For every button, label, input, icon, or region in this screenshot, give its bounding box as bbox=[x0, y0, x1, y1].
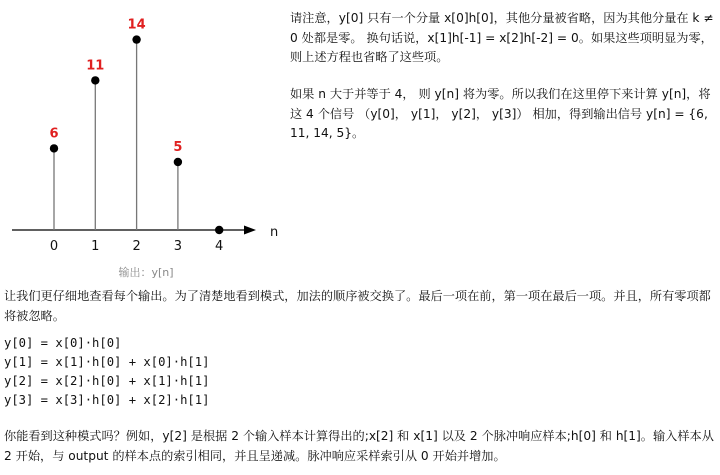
stem-marker bbox=[50, 144, 58, 152]
equation-y3: y[3] = x[3]·h[0] + x[2]·h[1] bbox=[4, 393, 210, 407]
data-label: 6 bbox=[49, 126, 59, 142]
paragraph-pattern-explanation: 你能看到这种模式吗？例如，y[2] 是根据 2 个输入样本计算得出的;x[2] 和 x[1] 以及 2 个脉冲响应样本;h[0] 和 h[1]。输入样本从 2 开始，与 output 的样本点的索引相同，并且呈递减。脉冲响应采样索引从 0 开始并增加。 bbox=[4, 429, 714, 463]
equation-y0: y[0] = x[0]·h[0] bbox=[4, 336, 122, 350]
x-tick-label: 4 bbox=[215, 239, 224, 254]
x-tick-label: 2 bbox=[132, 239, 141, 254]
x-tick-label: 0 bbox=[49, 239, 59, 254]
stem-marker bbox=[91, 76, 99, 84]
stem-marker bbox=[174, 158, 182, 166]
stem-marker bbox=[132, 35, 140, 43]
equation-y2: y[2] = x[2]·h[0] + x[1]·h[1] bbox=[4, 374, 210, 388]
chart-caption: 输出：y[n] bbox=[118, 266, 174, 279]
x-axis-label: n bbox=[270, 225, 279, 240]
data-label: 5 bbox=[173, 140, 183, 155]
paragraph-zero-terms: 请注意，y[0] 只有一个分量 x[0]h[0]，其他分量被省略，因为其他分量在 k ≠ 0 处都是零。 换句话说，x[1]h[-1] = x[2]h[-2] = 0。如果这些项明显为零，则上述方程也省略了这些项。 bbox=[290, 11, 714, 65]
data-label: 14 bbox=[127, 17, 146, 33]
x-tick-label: 1 bbox=[91, 239, 100, 254]
stem-marker bbox=[215, 226, 223, 234]
stem-plot bbox=[0, 0, 290, 280]
data-label: 11 bbox=[86, 58, 105, 74]
paragraph-output-signal: 如果 n 大于并等于 4， 则 y[n] 将为零。所以我们在这里停下来计算 y[n]，将这 4 个信号 （y[0]， y[1]， y[2]， y[3]） 相加，得到输出信号 y[n] = {6, 11, 14, 5}。 bbox=[290, 87, 711, 141]
paragraph-pattern-intro: 让我们更仔细地查看每个输出。为了清楚地看到模式，加法的顺序被交换了。最后一项在前，第一项在最后一项。并且，所有零项都将被忽略。 bbox=[4, 289, 711, 323]
x-axis-arrow bbox=[244, 226, 256, 235]
equation-y1: y[1] = x[1]·h[0] + x[0]·h[1] bbox=[4, 355, 210, 369]
x-tick-label: 3 bbox=[173, 239, 183, 254]
